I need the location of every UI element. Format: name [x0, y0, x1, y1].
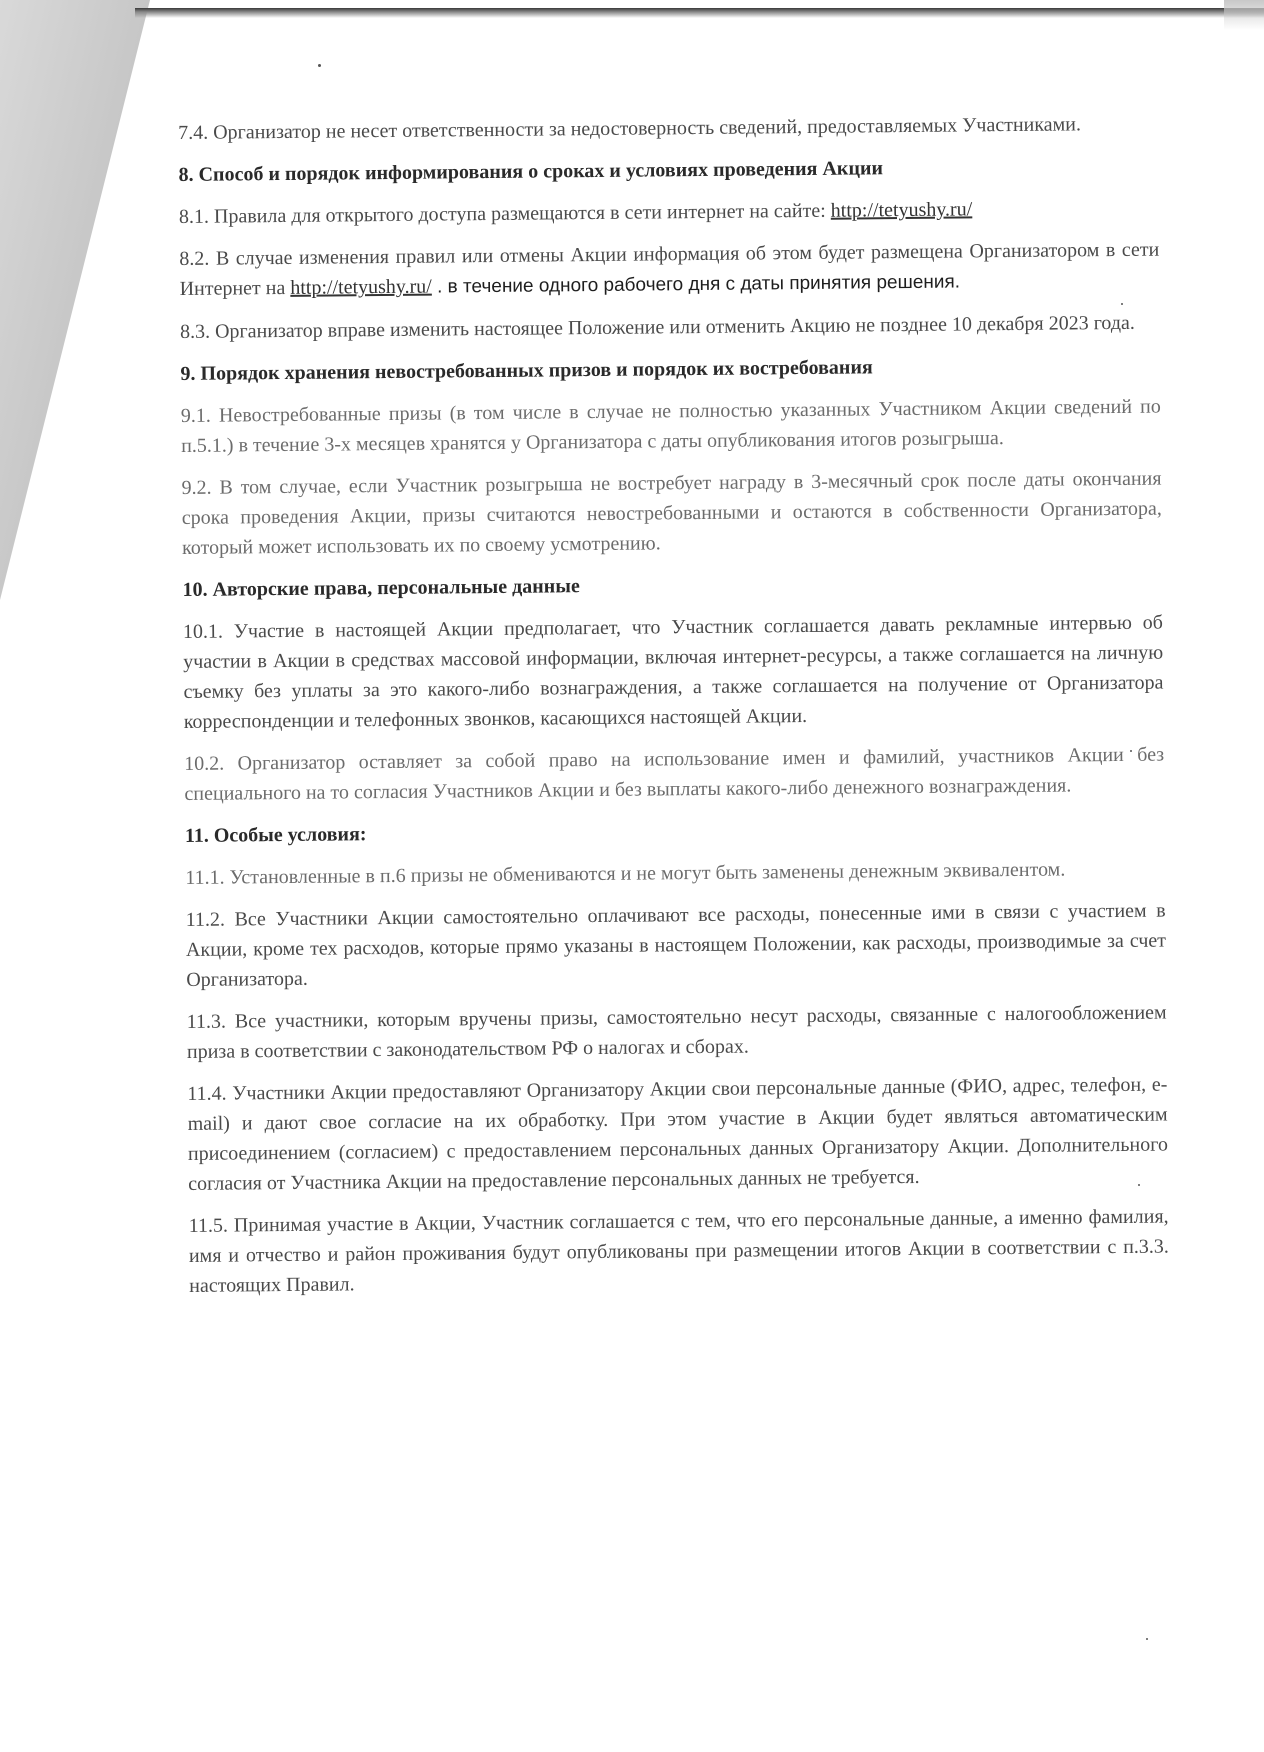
paragraph-8-3: 8.3. Организатор вправе изменить настоящее Положение или отменить Акцию не позднее 10 декабря 2023 года.: [179, 311, 1135, 343]
section-heading-11: 11. Особые условия:: [184, 823, 367, 847]
paragraph-10-2: 10.2. Организатор оставляет за собой право на использование имен и фамилий, участников Акции без специального на то согласия Участников Акции и без выплаты какого-либо денежного вознаграждения.: [184, 743, 1165, 805]
website-link[interactable]: http://tetyushy.ru/: [290, 275, 432, 299]
paragraph-9-2: 9.2. В том случае, если Участник розыгрыша не востребует награду в 3-месячный срок после даты окончания срока проведения Акции, призы считаются невостребованными и остаются в собственности Организатора, который может использовать их по своему усмотрению.: [181, 467, 1162, 559]
scan-speck: [318, 64, 321, 67]
section-heading-10: 10. Авторские права, персональные данные: [182, 575, 580, 601]
paragraph-11-5: 11.5. Принимая участие в Акции, Участник соглашается с тем, что его персональные данные, а именно фамилия, имя и отчество и район проживания будут опубликованы при размещении итогов Акции в соответствии с п.3.3. настоящих Правил.: [188, 1205, 1169, 1297]
paragraph-7-4: 7.4. Организатор не несет ответственности за недостоверность сведений, предоставляемых Участниками.: [178, 113, 1082, 144]
paragraph-11-1: 11.1. Установленные в п.6 призы не обмениваются и не могут быть заменены денежным эквивалентом.: [185, 858, 1066, 889]
section-heading-8: 8. Способ и порядок информирования о сроках и условиях проведения Акции: [178, 157, 884, 186]
paragraph-11-3: 11.3. Все участники, которым вручены призы, самостоятельно несут расходы, связанные с налогообложением приза в соответствии с законодательством РФ о налогах и сборах.: [186, 1001, 1167, 1063]
paragraph-8-1: [179, 193, 1159, 232]
paragraph-8-1-text: 8.1. Правила для открытого доступа размещаются в сети интернет на сайте:: [178, 199, 826, 228]
scan-shadow-left: [0, 0, 150, 600]
document-page: [178, 109, 1169, 1313]
section-heading-9: 9. Порядок хранения невостребованных призов и порядок их востребования: [180, 356, 873, 385]
paragraph-8-2-text: 8.2. В случае изменения правил или отмены Акции информация об этом будет размещена Организатором в сети Интернет на: [179, 238, 1160, 300]
paragraph-9-1: 9.1. Невостребованные призы (в том числе в случае не полностью указанных Участником Акции сведений по п.5.1.) в течение 3-х месяцев хранятся у Организатора с даты опубликования итогов розыгрыша.: [180, 395, 1161, 457]
paragraph-8-2: [179, 235, 1160, 305]
paragraph-10-1: 10.1. Участие в настоящей Акции предполагает, что Участник соглашается давать рекламные интервью об участии в Акции в средствах массовой информации, включая интернет-ресурсы, а также соглашается на личную съемку без уплаты за это какого-либо вознаграждения, а также соглашается на получение от Организатора корреспонденции и телефонных звонков, касающихся настоящей Акции.: [182, 611, 1164, 733]
paragraph-8-2-tail: . в течение одного рабочего дня с даты принятия решения.: [431, 271, 961, 298]
paragraph-11-4: 11.4. Участники Акции предоставляют Организатору Акции свои персональные данные (ФИО, адрес, телефон, e-mail) и дают свое согласие на их обработку. При этом участие в Акции будет являться автоматическим присоединением (согласием) с предоставлением персональных данных Организатору Акции. Дополнительного согласия от Участника Акции на предоставление персональных данных не требуется.: [187, 1073, 1169, 1195]
paragraph-11-2: 11.2. Все Участники Акции самостоятельно оплачивают все расходы, понесенные ими в связи с участием в Акции, кроме тех расходов, которые прямо указаны в настоящем Положении, как расходы, производимые за счет Организатора.: [185, 899, 1167, 991]
scan-shadow-top: [135, 8, 1264, 18]
website-link[interactable]: http://tetyushy.ru/: [830, 198, 973, 222]
scan-shadow-corner: [1224, 0, 1264, 30]
scan-speck: [1146, 1638, 1148, 1640]
